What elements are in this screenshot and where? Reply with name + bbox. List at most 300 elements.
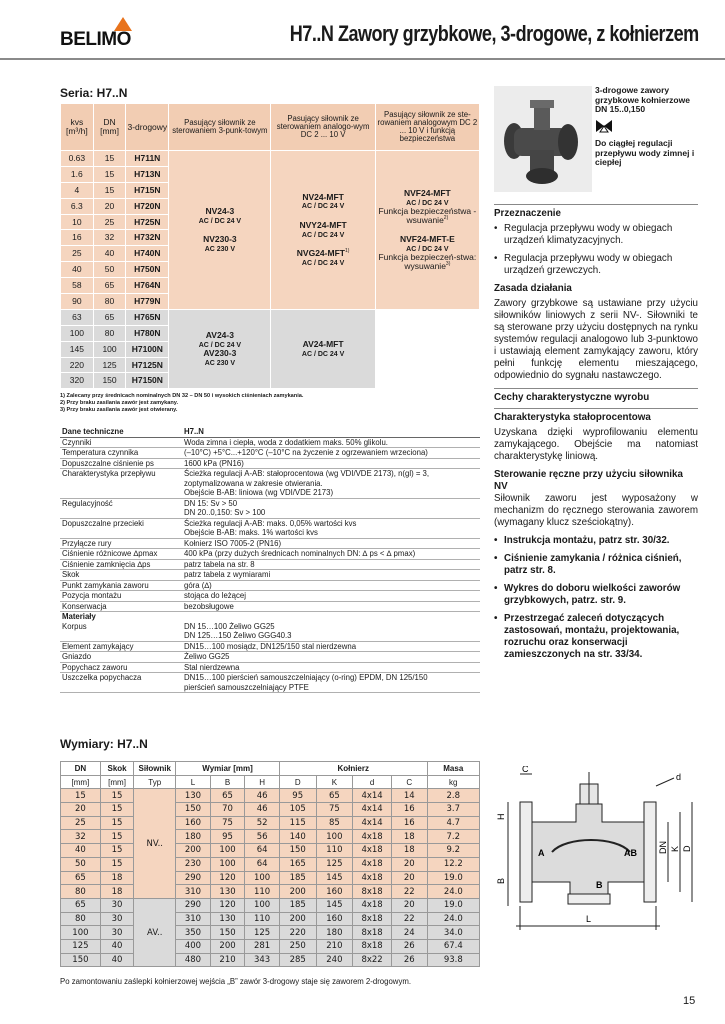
dim-cell: 18 (391, 830, 427, 844)
seria-kv: 6.3 (61, 198, 94, 214)
tech-value: Żeliwo GG25 (182, 652, 480, 663)
dim-cell: 80 (61, 885, 101, 899)
tech-label: Popychacz zaworu (60, 662, 182, 673)
dim-cell: 19.0 (427, 898, 479, 912)
dim-cell: 15 (100, 816, 134, 830)
zasada-text: Zawory grzybkowe są ustawiane przy użyciu siłowników liniowych z serii NV-. Siłowniki te są sterowane przy użyciu dostępnych na rynku systemów regulacji analogowo lub 3-punktowo i ustawiają element zamykający zaworu, który pełni funkcję elementu mieszającego, odpowiednio do sygnału nastawczego. (494, 298, 698, 381)
right-divider (494, 408, 698, 409)
seria-type: H750N (126, 262, 169, 278)
seria-type: H720N (126, 198, 169, 214)
dim-cell: 65 (61, 871, 101, 885)
actuator-nvfe: NVF24-MFT-E (399, 233, 455, 244)
dim-cell: 220 (279, 926, 316, 940)
tech-label (60, 479, 182, 489)
dim-h-dn: DN (61, 762, 101, 776)
dim-cell: 85 (316, 816, 353, 830)
dim-cell: 75 (210, 816, 245, 830)
actuator-av230: AV230-3 (203, 348, 237, 359)
dim-cell: 34.0 (427, 926, 479, 940)
dim-cell: 350 (176, 926, 211, 940)
dim-cell: 150 (210, 926, 245, 940)
actuator-nv24: NV24-3 (205, 205, 235, 216)
dim-cell: 4x18 (353, 830, 392, 844)
seria-row (61, 309, 480, 325)
dim-cell: 16 (391, 803, 427, 817)
tech-row (60, 538, 480, 549)
dim-cell: 20 (391, 898, 427, 912)
zasada-heading: Zasada działania (494, 283, 572, 294)
dim-row (61, 885, 480, 899)
dim-cell: 200 (176, 844, 211, 858)
dim-cell: 343 (245, 953, 280, 967)
dim-cell: 12.2 (427, 857, 479, 871)
dim-h-kolnierz: Kołnierz (279, 762, 427, 776)
dim-cell: 100 (245, 871, 280, 885)
actuator-nvf-fn: Funkcja bezpieczeństwa - wsuwanie (378, 206, 477, 226)
dim-actuator-type: AV.. (134, 898, 176, 966)
dim-cell: 125 (316, 857, 353, 871)
tech-row (60, 662, 480, 673)
dim-cell: 200 (210, 939, 245, 953)
tech-label: Czynniki (60, 437, 182, 448)
tech-value: Kołnierz ISO 7005-2 (PN16) (182, 538, 480, 549)
tech-row (60, 652, 480, 663)
tech-label (60, 683, 182, 693)
col-dn: DN [mm] (93, 104, 126, 151)
belimo-logo (60, 25, 140, 51)
seria-heading: Seria: H7..N (60, 86, 128, 100)
header-divider (0, 58, 725, 60)
tech-value: Obejście B-AB: maks. 1% wartości kvs (182, 528, 480, 538)
dim-cell: 75 (316, 803, 353, 817)
actuator-nvg: NVG24-MFT (296, 248, 345, 259)
seria-type: H740N (126, 246, 169, 262)
dim-cell: 8x18 (353, 885, 392, 899)
dim-cell: 4.7 (427, 816, 479, 830)
dim-unit: K (316, 775, 353, 789)
dim-cell: 200 (279, 912, 316, 926)
dimensions-table (60, 761, 480, 967)
dim-cell: 140 (279, 830, 316, 844)
dim-cell: 24 (391, 926, 427, 940)
dim-cell: 40 (61, 844, 101, 858)
dim-cell: 30 (100, 898, 134, 912)
dim-cell: 25 (61, 816, 101, 830)
dim-cell: 310 (176, 885, 211, 899)
actuator-av230-sub: AC 230 V (204, 360, 236, 368)
tech-value: stojąca do leżącej (182, 591, 480, 602)
tech-row (60, 622, 480, 632)
dim-cell: 185 (279, 898, 316, 912)
col-act-3pt: Pasujący siłownik ze sterowaniem 3-punk-towym (169, 104, 271, 151)
ster-heading: Sterowanie ręczne przy użyciu siłownika NV (494, 469, 683, 492)
tech-value: Woda zimna i ciepła, woda z dodatkiem maks. 50% glikolu. (182, 437, 480, 448)
actuator-nv230-sub: AC 230 V (204, 245, 236, 253)
seria-dn: 25 (93, 214, 126, 230)
dim-cell: 64 (245, 844, 280, 858)
tech-value: Ścieżka regulacji A-AB: stałoprocentowa (wg VDI/VDE 2173), n(gl) = 3, (184, 469, 430, 478)
seria-dn: 15 (93, 151, 126, 167)
tech-label: Ciśnienie różnicowe ∆pmax (60, 549, 182, 560)
seria-kv: 100 (61, 325, 94, 341)
seria-kv: 16 (61, 230, 94, 246)
col-3way: 3-drogowy (126, 104, 169, 151)
seria-dn: 20 (93, 198, 126, 214)
dim-cell: 100 (210, 857, 245, 871)
drawing-label-b-port: B (596, 880, 603, 890)
dim-cell: 40 (100, 953, 134, 967)
actuator-nvf-fn-sup: 2) (443, 215, 449, 222)
dim-unit: L (176, 775, 211, 789)
dim-cell: 15 (100, 844, 134, 858)
dim-cell: 8x22 (353, 953, 392, 967)
dim-cell: 52 (245, 816, 280, 830)
tech-row (60, 641, 480, 652)
seria-kv: 25 (61, 246, 94, 262)
dim-cell: 150 (61, 953, 101, 967)
dim-cell: 4x14 (353, 803, 392, 817)
tech-row (60, 498, 480, 508)
tech-label: Regulacyjność (62, 498, 113, 508)
dim-unit: D (279, 775, 316, 789)
side-caption-title: 3-drogowe zawory grzybkowe kołnierzowe DN 15..0,150 (595, 85, 690, 114)
seria-kv: 0.63 (61, 151, 94, 167)
dim-cell: 65 (61, 898, 101, 912)
page-title: H7..N Zawory grzybkowe, 3-drogowe, z kołnierzem (290, 21, 699, 46)
page-number: 15 (683, 995, 696, 1007)
dim-cell: 20 (391, 857, 427, 871)
dim-cell: 22 (391, 912, 427, 926)
tech-label: Przyłącze rury (60, 538, 182, 549)
footnote-1: 1) Zalecany przy średnicach nominalnych DN 32 – DN 50 i wysokich ciśnieniach zamykania. (60, 393, 304, 399)
tech-label (60, 508, 182, 518)
dim-unit: kg (427, 775, 479, 789)
seria-dn: 40 (93, 246, 126, 262)
tech-value (182, 612, 480, 622)
tech-value: DN 15: Sv > 50 (184, 498, 238, 508)
dim-cell: 165 (279, 857, 316, 871)
dim-cell: 80 (61, 912, 101, 926)
tech-value: DN 20..0,150: Sv > 100 (182, 508, 480, 518)
tech-label: Pozycja montażu (60, 591, 182, 602)
seria-type: H713N (126, 166, 169, 182)
ref-bullet: • Wykres do doboru wielkości zaworów grzybkowych, patrz. str. 9. (494, 583, 698, 607)
tech-header-value: H7..N (182, 427, 480, 437)
dim-cell: 30 (100, 926, 134, 940)
ref-bullet: • Ciśnienie zamykania / różnica ciśnień, patrz str. 8. (494, 553, 698, 577)
tech-value: patrz tabela na str. 8 (182, 559, 480, 570)
tech-label: Konserwacja (60, 601, 182, 612)
dim-cell: 4x18 (353, 844, 392, 858)
dim-cell: 20 (61, 803, 101, 817)
dim-cell: 180 (176, 830, 211, 844)
dim-h-skok: Skok (100, 762, 134, 776)
tech-row (60, 508, 480, 518)
dim-row (61, 898, 480, 912)
dim-h-masa: Masa (427, 762, 479, 776)
dim-cell: 130 (176, 789, 211, 803)
col-act-analog: Pasujący siłownik ze sterowaniem analogo-wym DC 2 ... 10 V (271, 104, 375, 151)
dim-row (61, 871, 480, 885)
dim-unit: H (245, 775, 280, 789)
dim-unit: B (210, 775, 245, 789)
dim-cell: 120 (210, 898, 245, 912)
dim-cell: 240 (316, 953, 353, 967)
dim-cell: 100 (61, 926, 101, 940)
dim-cell: 4x18 (353, 871, 392, 885)
tech-value: DN 125…150 Żeliwo GGG40.3 (182, 631, 480, 641)
dim-cell: 67.4 (427, 939, 479, 953)
drawing-label-h: H (496, 813, 506, 820)
actuator-nvy-sub: AC / DC 24 V (301, 231, 345, 239)
dim-cell: 115 (279, 816, 316, 830)
dim-cell: 210 (210, 953, 245, 967)
valve-symbol-icon (595, 119, 613, 133)
przeznaczenie-heading: Przeznaczenie (494, 208, 561, 219)
actuator-avmft-sub: AC / DC 24 V (301, 350, 345, 358)
dim-cell: 14 (391, 789, 427, 803)
dim-cell: 281 (245, 939, 280, 953)
dim-cell: 4x14 (353, 789, 392, 803)
dim-unit: [mm] (100, 775, 134, 789)
tech-value: DN 15…100 Żeliwo GG25 (184, 621, 275, 631)
actuator-cell (375, 151, 479, 310)
dim-cell: 130 (210, 885, 245, 899)
dim-cell: 7.2 (427, 830, 479, 844)
tech-row (60, 549, 480, 560)
ster-text: Siłownik zaworu jest wyposażony w mechanizm do ręcznego sterowania zaworem (wymagany klucz sześciokątny). (494, 493, 698, 528)
actuator-nvfe-sub: AC / DC 24 V (406, 245, 449, 253)
tech-label: Gniazdo (60, 652, 182, 663)
actuator-cell (271, 151, 375, 310)
seria-kv: 58 (61, 278, 94, 294)
actuator-nvg-sub: AC / DC 24 V (301, 260, 345, 267)
tech-label: Uszczelka popychacza (62, 673, 142, 682)
dim-cell: 100 (316, 830, 353, 844)
seria-dn: 65 (93, 278, 126, 294)
seria-dn: 32 (93, 230, 126, 246)
tech-row (60, 683, 480, 693)
dim-row (61, 830, 480, 844)
seria-dn: 15 (93, 182, 126, 198)
dim-cell: 4x14 (353, 816, 392, 830)
tech-row (60, 580, 480, 591)
tech-value: Ścieżka regulacji A-AB: maks. 0,05% wartości kvs (184, 518, 357, 528)
actuator-avmft: AV24-MFT (302, 339, 344, 349)
dim-cell: 100 (245, 898, 280, 912)
tech-value: patrz tabela z wymiarami (182, 570, 480, 581)
seria-dn: 15 (93, 166, 126, 182)
tech-row (60, 612, 480, 622)
dim-row (61, 939, 480, 953)
dim-cell: 150 (176, 803, 211, 817)
actuator-cell (169, 151, 271, 310)
dim-cell: 290 (176, 871, 211, 885)
dim-cell: 160 (316, 912, 353, 926)
seria-kv: 90 (61, 294, 94, 310)
right-divider (494, 388, 698, 389)
tech-label: Charakterystyka przepływu (62, 469, 156, 478)
dim-cell: 24.0 (427, 885, 479, 899)
tech-label (60, 528, 182, 538)
footnote-2: 2) Przy braku zasilania zawór jest zamykany. (60, 400, 179, 407)
tech-label: Temperatura czynnika (60, 448, 182, 459)
char-heading: Charakterystyka stałoprocentowa (494, 412, 651, 423)
dim-cell: 100 (210, 844, 245, 858)
logo-text: BELIMO (60, 29, 131, 50)
tech-value: Stal nierdzewna (182, 662, 480, 673)
dimensions-footnote: Po zamontowaniu zaślepki kołnierzowej wejścia „B” zawór 3-drogowy staje się zaworem 2-drogowym. (60, 977, 412, 986)
tech-label (60, 488, 182, 498)
tech-label: Dopuszczalne ciśnienie ps (60, 458, 182, 469)
dim-cell: 15 (100, 857, 134, 871)
right-divider (494, 204, 698, 205)
actuator-nvg-sup: 1) (344, 248, 350, 255)
dim-cell: 24.0 (427, 912, 479, 926)
przez-item: • Regulacja przepływu wody w obiegach urządzeń klimatyzacyjnych. (494, 223, 698, 247)
seria-kv: 320 (61, 373, 94, 389)
dim-cell: 145 (316, 871, 353, 885)
dim-cell: 185 (279, 871, 316, 885)
dim-cell: 8x18 (353, 939, 392, 953)
tech-value: zoptymalizowana w zakresie otwierania. (184, 478, 323, 488)
tech-row (60, 437, 480, 448)
dim-cell: 19.0 (427, 871, 479, 885)
dim-cell: 95 (279, 789, 316, 803)
dim-cell: 8x18 (353, 926, 392, 940)
actuator-nvf-sub: AC / DC 24 V (406, 199, 449, 207)
dim-cell: 3.7 (427, 803, 479, 817)
seria-type: H7125N (126, 357, 169, 373)
dim-cell: 26 (391, 939, 427, 953)
tech-label: Punkt zamykania zaworu (60, 580, 182, 591)
tech-row (60, 673, 480, 683)
tech-row (60, 518, 480, 528)
dim-cell: 125 (245, 926, 280, 940)
drawing-label-b: B (496, 877, 506, 884)
tech-row (60, 528, 480, 538)
dim-cell: 18 (391, 844, 427, 858)
seria-type: H7150N (126, 373, 169, 389)
drawing-label-ab: AB (624, 848, 637, 858)
dim-cell: 95 (210, 830, 245, 844)
footnote-3: 3) Przy braku zasilania zawór jest otwierany. (60, 407, 178, 414)
dim-cell: 93.8 (427, 953, 479, 967)
dim-cell: 210 (316, 939, 353, 953)
tech-row (60, 479, 480, 489)
tech-label: Dopuszczalne przecieki (62, 518, 144, 528)
dim-cell: 32 (61, 830, 101, 844)
actuator-nvy: NVY24-MFT (299, 219, 347, 230)
tech-label: Ciśnienie zamknięcia ∆ps (60, 559, 182, 570)
tech-row (60, 570, 480, 581)
actuator-nv24mft: NV24-MFT (302, 191, 344, 202)
seria-kv: 4 (61, 182, 94, 198)
dim-h-silownik: Siłownik (134, 762, 176, 776)
dim-row (61, 844, 480, 858)
dim-cell: 310 (176, 912, 211, 926)
tech-row (60, 591, 480, 602)
dim-cell: 8x18 (353, 912, 392, 926)
ref-bullet: • Instrukcja montażu, patrz str. 30/32. (494, 535, 698, 547)
dim-h-wymiar: Wymiar [mm] (176, 762, 280, 776)
dim-cell: 15 (100, 789, 134, 803)
tech-label: Skok (60, 570, 182, 581)
seria-type: H779N (126, 294, 169, 310)
actuator-nv24mft-sub: AC / DC 24 V (301, 203, 345, 211)
dim-cell: 120 (210, 871, 245, 885)
dim-cell: 65 (210, 789, 245, 803)
dim-unit: C (391, 775, 427, 789)
dim-cell: 64 (245, 857, 280, 871)
tech-value: DN15…100 mosiądz, DN125/150 stal nierdzewna (182, 641, 480, 652)
seria-kv: 1.6 (61, 166, 94, 182)
dim-unit: Typ (134, 775, 176, 789)
seria-type: H765N (126, 309, 169, 325)
dim-cell: 110 (245, 885, 280, 899)
dim-cell: 20 (391, 871, 427, 885)
actuator-nv24-sub: AC / DC 24 V (198, 217, 242, 225)
dim-actuator-type: NV.. (134, 789, 176, 899)
dim-cell: 105 (279, 803, 316, 817)
dim-row (61, 926, 480, 940)
tech-value: 1600 kPa (PN16) (182, 458, 480, 469)
seria-type: H725N (126, 214, 169, 230)
dim-cell: 250 (279, 939, 316, 953)
dim-cell: 15 (61, 789, 101, 803)
dim-cell: 130 (210, 912, 245, 926)
technical-data-table (60, 427, 480, 693)
seria-type: H711N (126, 151, 169, 167)
seria-type: H7100N (126, 341, 169, 357)
dim-row (61, 912, 480, 926)
tech-value: pierścień samouszczelniający PTFE (182, 683, 480, 693)
right-column (494, 200, 698, 667)
dim-cell: 4x18 (353, 857, 392, 871)
tech-row (60, 458, 480, 469)
tech-row (60, 631, 480, 641)
dim-cell: 40 (100, 939, 134, 953)
tech-value: Obejście B-AB: liniowa (wg VDI/VDE 2173) (182, 488, 480, 498)
dim-cell: 18 (100, 871, 134, 885)
empty-cell (375, 309, 479, 388)
seria-dn: 80 (93, 325, 126, 341)
dim-row (61, 816, 480, 830)
seria-type: H715N (126, 182, 169, 198)
seria-kv: 40 (61, 262, 94, 278)
actuator-cell (271, 309, 375, 388)
dim-cell: 4x18 (353, 898, 392, 912)
dim-row (61, 857, 480, 871)
dim-cell: 16 (391, 816, 427, 830)
dim-cell: 70 (210, 803, 245, 817)
dim-cell: 110 (316, 844, 353, 858)
tech-label: Korpus (62, 621, 87, 631)
seria-kv: 220 (61, 357, 94, 373)
dim-cell: 480 (176, 953, 211, 967)
tech-header-label: Dane techniczne (60, 427, 182, 437)
dim-cell: 65 (316, 789, 353, 803)
dim-cell: 150 (279, 844, 316, 858)
dim-cell: 26 (391, 953, 427, 967)
wymiary-heading: Wymiary: H7..N (60, 737, 148, 751)
dim-cell: 145 (316, 898, 353, 912)
seria-dn: 65 (93, 309, 126, 325)
tech-row (60, 469, 480, 479)
drawing-label-l: L (586, 914, 592, 924)
dim-cell: 56 (245, 830, 280, 844)
seria-dn: 100 (93, 341, 126, 357)
